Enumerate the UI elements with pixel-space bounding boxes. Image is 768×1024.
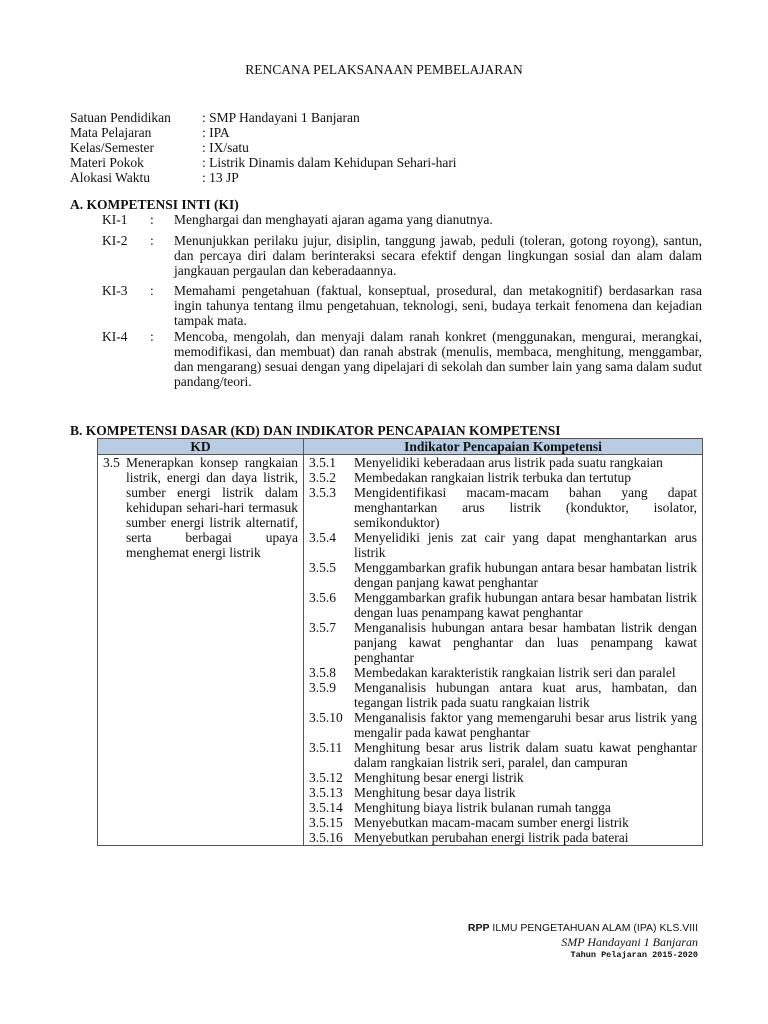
identity-value: : SMP Handayani 1 Banjaran [202,110,360,125]
footer-year: Tahun Pelajaran 2015-2020 [570,950,698,960]
ki-code: KI-2 [102,233,128,248]
indicator-text: Menghitung biaya listrik bulanan rumah tangga [354,800,611,815]
indicator-text: Menyelidiki keberadaan arus listrik pada suatu rangkaian [354,455,663,470]
ki-item [102,212,702,227]
indicator-row [309,785,697,800]
ki-colon: : [150,329,154,344]
indicator-code: 3.5.9 [309,680,336,695]
ki-text: Menunjukkan perilaku jujur, disiplin, tanggung jawab, peduli (toleran, gotong royong), santun, dan percaya diri dalam berinteraksi secara efektif dengan lingkungan sosial dan alam dalam jangkauan pergaulan dan keberadaannya. [174,233,702,278]
indicator-text: Menyelidiki jenis zat cair yang dapat menghantarkan arus listrik [354,530,697,560]
indicator-row [309,710,697,740]
indicator-code: 3.5.6 [309,590,336,605]
ki-item [102,283,702,328]
indicator-text: Menyebutkan perubahan energi listrik pada baterai [354,830,629,845]
indicator-code: 3.5.2 [309,470,336,485]
indicator-text: Membedakan karakteristik rangkaian listrik seri dan paralel [354,665,676,680]
indicator-row [309,800,697,815]
indicator-code: 3.5.11 [309,740,343,755]
indicator-row [309,470,697,485]
kd-cell [103,455,298,560]
indicator-text: Membedakan rangkaian listrik terbuka dan tertutup [354,470,632,485]
indicator-row [309,665,697,680]
indicator-code: 3.5.8 [309,665,336,680]
ki-text: Memahami pengetahuan (faktual, konseptual, prosedural, dan metakognitif) berdasarkan rasa ingin tahunya tentang ilmu pengetahuan, teknologi, seni, budaya terkait fenomena dan kejadian tampak mata. [174,283,702,328]
header-indicator: Indikator Pencapaian Kompetensi [304,439,703,455]
ki-code: KI-4 [102,329,128,344]
identity-row [70,170,457,185]
indicator-code: 3.5.10 [309,710,343,725]
indicator-text: Mengidentifikasi macam-macam bahan yang dapat menghantarkan arus listrik (konduktor, isolator, semikonduktor) [354,485,697,530]
ki-item [102,329,702,389]
ki-item [102,233,702,278]
footer-rpp: RPP [467,922,490,934]
indicator-code: 3.5.14 [309,800,343,815]
identity-label: Materi Pokok [70,155,144,170]
ki-colon: : [150,283,154,298]
identity-value: : IX/satu [202,140,249,155]
indicator-text: Menyebutkan macam-macam sumber energi listrik [354,815,629,830]
footer-line1 [420,921,698,936]
section-a-heading: A. KOMPETENSI INTI (KI) [70,197,239,212]
indicator-code: 3.5.3 [309,485,336,500]
identity-value: : Listrik Dinamis dalam Kehidupan Sehari-hari [202,155,457,170]
indicator-code: 3.5.5 [309,560,336,575]
identity-value: : 13 JP [202,170,239,185]
indicator-row [309,620,697,665]
indicator-code: 3.5.16 [309,830,343,845]
document-title: RENCANA PELAKSANAAN PEMBELAJARAN [245,62,523,77]
section-b-heading: B. KOMPETENSI DASAR (KD) DAN INDIKATOR PENCAPAIAN KOMPETENSI [70,423,561,438]
identity-row [70,155,457,170]
indicator-row [309,680,697,710]
identity-label: Mata Pelajaran [70,125,152,140]
indicator-row [309,830,697,845]
indicator-code: 3.5.15 [309,815,343,830]
indicator-text: Menganalisis hubungan antara besar hambatan listrik dengan panjang kawat penghantar dan luas penampang kawat penghantar [354,620,697,665]
kd-indicator-table [97,438,703,846]
indicator-code: 3.5.1 [309,455,336,470]
identity-row [70,110,457,125]
identity-row [70,140,457,155]
ki-colon: : [150,233,154,248]
indicator-code: 3.5.13 [309,785,343,800]
indicator-row [309,770,697,785]
kd-text: Menerapkan konsep rangkaian listrik, energi dan daya listrik, sumber energi listrik dalam kehidupan sehari-hari termasuk sumber energi listrik alternatif, serta berbagai upaya menghemat energi listrik [126,455,298,560]
indicator-row [309,530,697,560]
indicator-row [309,485,697,530]
footer-school: SMP Handayani 1 Banjaran [561,935,698,949]
indicator-code: 3.5.7 [309,620,336,635]
ki-text: Mencoba, mengolah, dan menyaji dalam ranah konkret (menggunakan, mengurai, merangkai, memodifikasi, dan membuat) dan ranah abstrak (menulis, membaca, menghitung, menggambar, dan mengarang) sesuai dengan yang dipelajari di sekolah dan sumber lain yang sama dalam sudut pandang/teori. [174,329,702,389]
ki-code: KI-3 [102,283,128,298]
footer-subject: ILMU PENGETAHUAN ALAM (IPA) KLS.VIII [489,922,698,934]
indicator-text: Menganalisis hubungan antara kuat arus, hambatan, dan tegangan listrik pada suatu rangkaian listrik [354,680,697,710]
indicator-row [309,455,697,470]
ki-colon: : [150,212,154,227]
identity-label: Kelas/Semester [70,140,154,155]
indicator-text: Menganalisis faktor yang memengaruhi besar arus listrik yang mengalir pada kawat penghantar [354,710,697,740]
indicator-row [309,590,697,620]
indicator-row [309,815,697,830]
indicator-code: 3.5.4 [309,530,336,545]
indicator-code: 3.5.12 [309,770,343,785]
identity-block [70,110,457,185]
identity-label: Satuan Pendidikan [70,110,171,125]
indicator-text: Menghitung besar arus listrik dalam suatu kawat penghantar dalam rangkaian listrik seri, paralel, dan campuran [354,740,697,770]
indicator-text: Menggambarkan grafik hubungan antara besar hambatan listrik dengan panjang kawat penghantar [354,560,697,590]
identity-row [70,125,457,140]
indicator-row [309,740,697,770]
indicator-text: Menghitung besar daya listrik [354,785,516,800]
header-kd: KD [98,439,304,455]
identity-value: : IPA [202,125,230,140]
ki-text: Menghargai dan menghayati ajaran agama yang dianutnya. [174,212,493,227]
indicator-row [309,560,697,590]
indicator-text: Menghitung besar energi listrik [354,770,524,785]
indicator-text: Menggambarkan grafik hubungan antara besar hambatan listrik dengan luas penampang kawat penghantar [354,590,697,620]
kd-code: 3.5 [103,455,120,470]
ki-code: KI-1 [102,212,128,227]
identity-label: Alokasi Waktu [70,170,151,185]
